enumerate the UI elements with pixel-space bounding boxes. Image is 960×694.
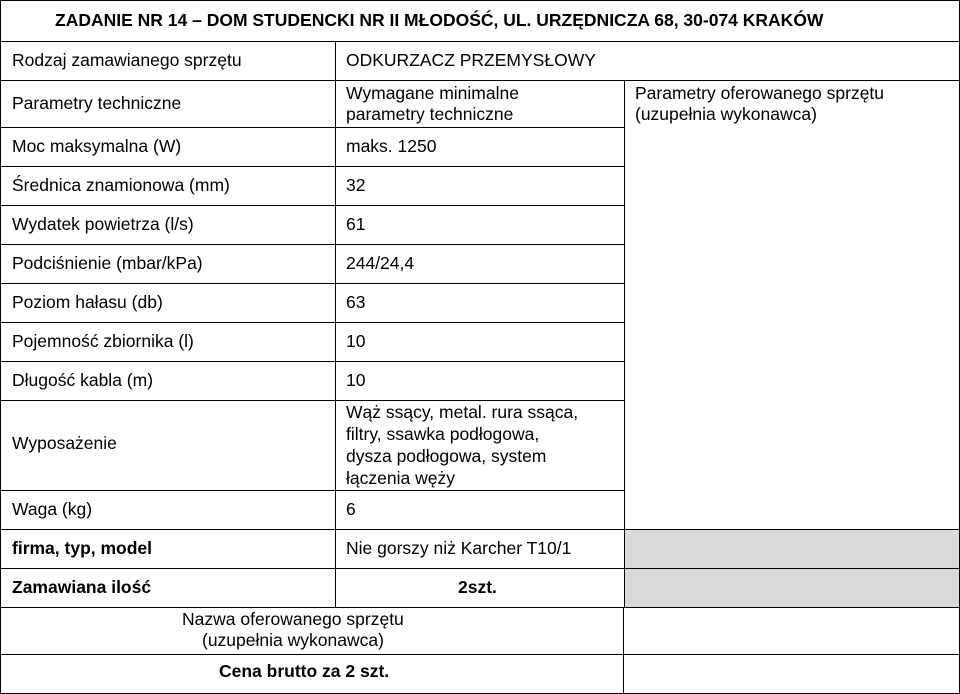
quantity-offered-cell bbox=[624, 568, 960, 608]
offered-params-header-line2: (uzupełnia wykonawca) bbox=[635, 104, 817, 124]
param-value-cell bbox=[335, 205, 625, 245]
param-value-diameter: 32 bbox=[346, 175, 366, 195]
offered-name-line2: (uzupełnia wykonawca) bbox=[202, 630, 384, 650]
equipment-value-line4: łączenia węży bbox=[346, 468, 455, 488]
equipment-label: Wyposażenie bbox=[12, 433, 117, 453]
param-value-noise: 63 bbox=[346, 292, 366, 312]
weight-value: 6 bbox=[346, 499, 356, 519]
offered-name-line1: Nazwa oferowanego sprzętu bbox=[182, 609, 404, 629]
equipment-value-line2: filtry, ssawka podłogowa, bbox=[346, 424, 540, 444]
param-label-airflow: Wydatek powietrza (l/s) bbox=[12, 214, 194, 234]
param-label-tank: Pojemność zbiornika (l) bbox=[12, 331, 194, 351]
price-input-cell[interactable] bbox=[623, 654, 960, 694]
param-label-noise: Poziom hałasu (db) bbox=[12, 292, 163, 312]
param-value-cell bbox=[335, 322, 625, 362]
equipment-type-value: ODKURZACZ PRZEMYSŁOWY bbox=[346, 50, 596, 70]
quantity-label: Zamawiana ilość bbox=[12, 577, 152, 597]
weight-label: Waga (kg) bbox=[12, 499, 93, 519]
param-label-cable: Długość kabla (m) bbox=[12, 370, 154, 390]
param-value-airflow: 61 bbox=[346, 214, 366, 234]
param-value-vacuum: 244/24,4 bbox=[346, 253, 415, 273]
offered-name-input-cell[interactable] bbox=[623, 607, 960, 655]
param-value-cell bbox=[335, 361, 625, 401]
param-label-power: Moc maksymalna (W) bbox=[12, 136, 182, 156]
price-label: Cena brutto za 2 szt. bbox=[219, 661, 390, 681]
equipment-value-line3: dysza podłogowa, system bbox=[346, 446, 547, 466]
equipment-value-line1: Wąż ssący, metal. rura ssąca, bbox=[346, 402, 579, 422]
weight-value-cell bbox=[335, 490, 625, 530]
param-value-power: maks. 1250 bbox=[346, 136, 437, 156]
model-offered-cell bbox=[624, 529, 960, 569]
required-params-header-line1: Wymagane minimalne bbox=[346, 83, 519, 103]
offered-params-header-line1: Parametry oferowanego sprzętu bbox=[635, 83, 885, 103]
document-title: ZADANIE NR 14 – DOM STUDENCKI NR II MŁODOŚĆ, UL. URZĘDNICZA 68, 30-074 KRAKÓW bbox=[55, 10, 824, 30]
equipment-type-label: Rodzaj zamawianego sprzętu bbox=[12, 50, 242, 70]
param-value-cell bbox=[335, 283, 625, 323]
tech-params-header: Parametry techniczne bbox=[12, 93, 182, 113]
model-value: Nie gorszy niż Karcher T10/1 bbox=[346, 538, 572, 558]
offered-params-column bbox=[624, 80, 960, 530]
param-value-tank: 10 bbox=[346, 331, 366, 351]
param-label-diameter: Średnica znamionowa (mm) bbox=[12, 175, 230, 195]
required-params-header-line2: parametry techniczne bbox=[346, 104, 514, 124]
param-label-vacuum: Podciśnienie (mbar/kPa) bbox=[12, 253, 203, 273]
quantity-value: 2szt. bbox=[458, 577, 497, 597]
param-value-cell bbox=[335, 166, 625, 206]
model-label: firma, typ, model bbox=[12, 538, 153, 558]
param-value-cable: 10 bbox=[346, 370, 366, 390]
